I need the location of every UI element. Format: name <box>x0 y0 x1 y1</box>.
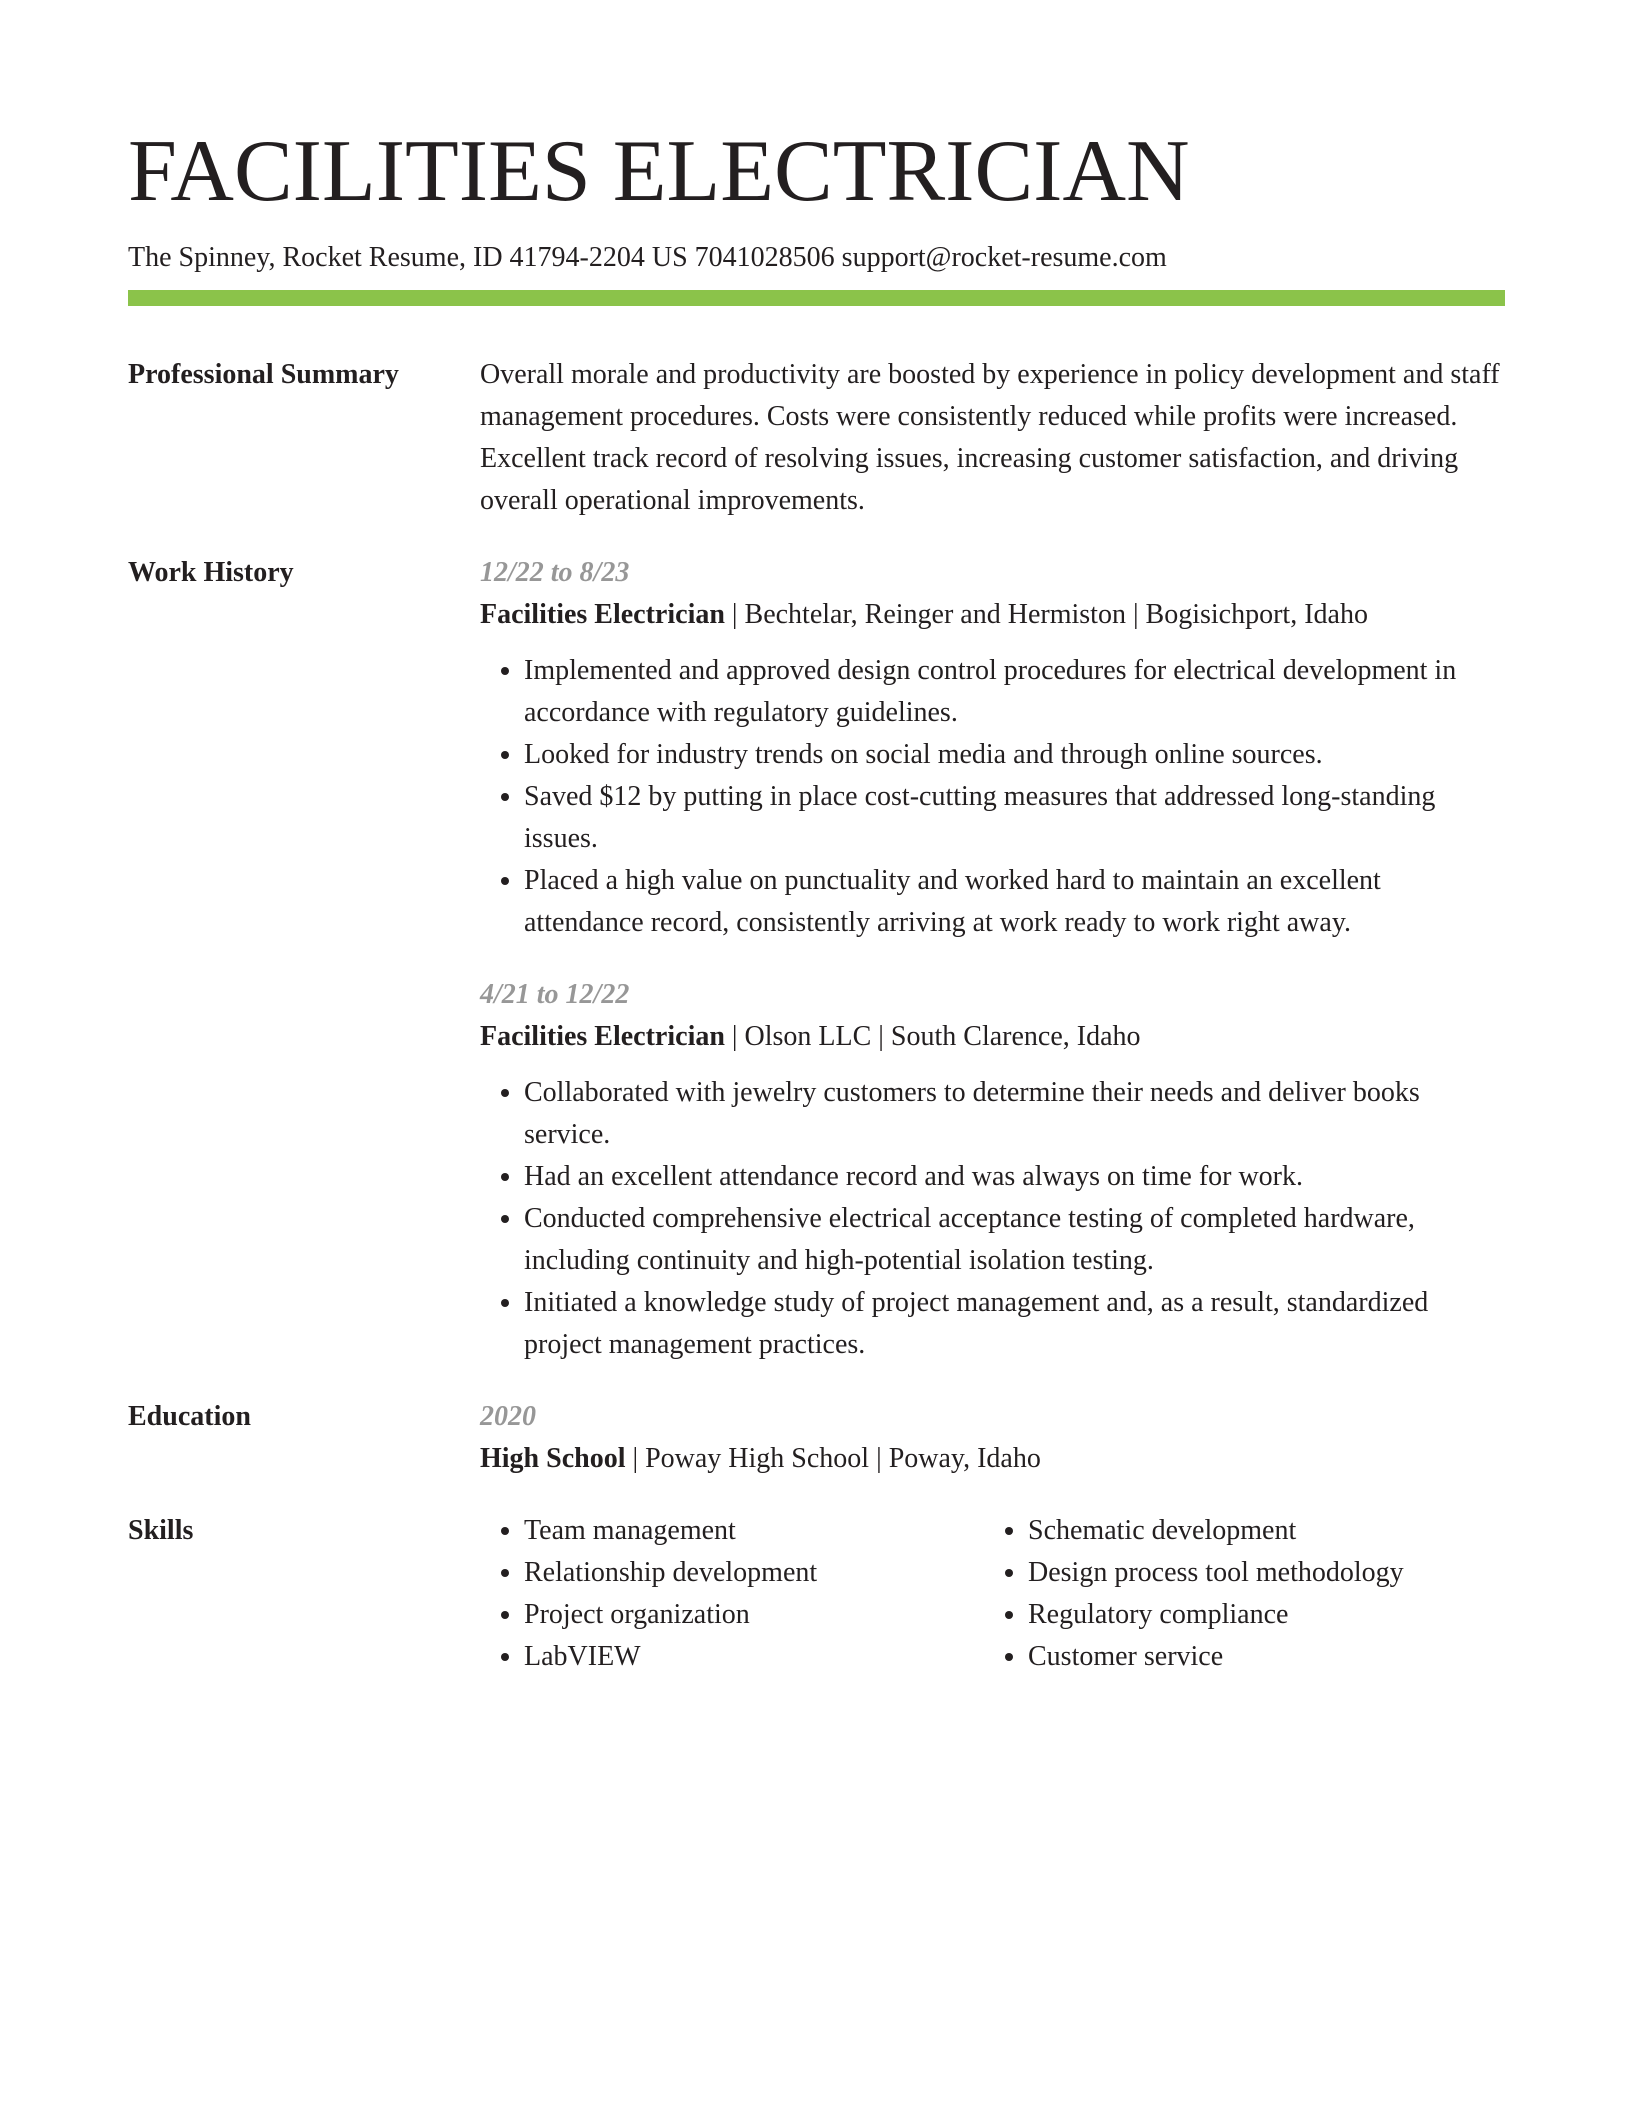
resume-name: FACILITIES ELECTRICIAN <box>128 123 1190 220</box>
work-history-section <box>128 552 1505 1366</box>
skill-item: • LabVIEW <box>524 1636 984 1678</box>
accent-rule <box>128 290 1505 306</box>
job-line <box>480 1016 1505 1058</box>
skill-item: • Team management <box>524 1510 984 1552</box>
list-item: • Conducted comprehensive electrical acceptance testing of completed hardware, including continuity and high-potential isolation testing. <box>524 1198 1505 1282</box>
education-degree: High School <box>480 1443 626 1475</box>
job-bullets <box>480 650 1505 944</box>
section-label-work: Work History <box>128 557 294 589</box>
skill-item: • Schematic development <box>1028 1510 1528 1552</box>
job-dates: 4/21 to 12/22 <box>480 979 630 1011</box>
contact-line: The Spinney, Rocket Resume, ID 41794-2204 US 7041028506 support@rocket-resume.com <box>128 242 1167 273</box>
summary-text: Overall morale and productivity are boosted by experience in policy development and staff management procedures. Costs were consistently reduced while profits were increased. Excellent track record of resolving issues, increasing customer satisfaction, and driving overall operational improvements. <box>480 359 1500 517</box>
job-line <box>480 594 1505 636</box>
skill-item: • Design process tool methodology <box>1028 1552 1528 1594</box>
education-details: | Poway High School | Poway, Idaho <box>625 1443 1041 1475</box>
job-details: | Olson LLC | South Clarence, Idaho <box>724 1021 1141 1053</box>
job-title: Facilities Electrician <box>480 599 725 631</box>
education-line <box>480 1438 1505 1480</box>
resume-page <box>128 118 1505 1678</box>
section-label-skills: Skills <box>128 1515 194 1547</box>
skills-column-right <box>984 1510 1528 1678</box>
summary-section <box>128 354 1505 522</box>
skill-item: • Regulatory compliance <box>1028 1594 1528 1636</box>
list-item: • Collaborated with jewelry customers to determine their needs and deliver books service. <box>524 1072 1505 1156</box>
skill-item: • Relationship development <box>524 1552 984 1594</box>
section-label-education: Education <box>128 1401 251 1433</box>
skill-item: • Customer service <box>1028 1636 1528 1678</box>
job-entry <box>480 552 1505 944</box>
work-history-body <box>480 552 1505 1366</box>
list-item: • Implemented and approved design control procedures for electrical development in accordance with regulatory guidelines. <box>524 650 1505 734</box>
list-item: • Initiated a knowledge study of project management and, as a result, standardized project management practices. <box>524 1282 1505 1366</box>
list-item: • Had an excellent attendance record and was always on time for work. <box>524 1156 1505 1198</box>
job-entry <box>480 974 1505 1366</box>
skill-item: • Project organization <box>524 1594 984 1636</box>
education-body <box>480 1396 1505 1480</box>
list-item: • Looked for industry trends on social media and through online sources. <box>524 734 1505 776</box>
skills-grid <box>480 1510 1528 1678</box>
skills-section <box>128 1510 1505 1678</box>
education-year: 2020 <box>480 1401 536 1433</box>
job-title: Facilities Electrician <box>480 1021 725 1053</box>
list-item: • Saved $12 by putting in place cost-cutting measures that addressed long-standing issues. <box>524 776 1505 860</box>
skills-column-left <box>480 1510 984 1678</box>
job-dates: 12/22 to 8/23 <box>480 557 630 589</box>
job-details: | Bechtelar, Reinger and Hermiston | Bogisichport, Idaho <box>724 599 1368 631</box>
education-section <box>128 1396 1505 1480</box>
section-label-summary: Professional Summary <box>128 359 399 391</box>
job-bullets <box>480 1072 1505 1366</box>
list-item: • Placed a high value on punctuality and worked hard to maintain an excellent attendance record, consistently arriving at work ready to work right away. <box>524 860 1505 944</box>
